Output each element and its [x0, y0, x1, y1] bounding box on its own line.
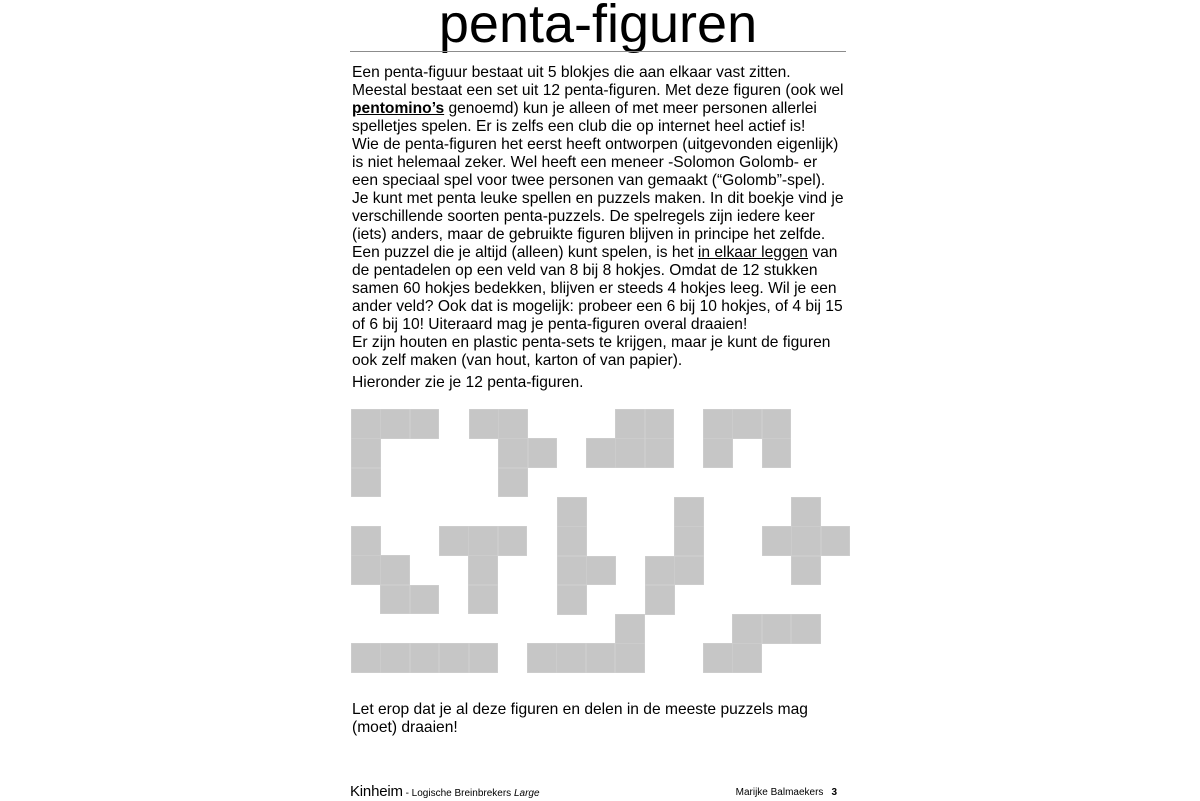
series-name: - Logische Breinbrekers	[402, 788, 514, 799]
pentomino-block	[380, 555, 410, 585]
pentomino-block	[380, 585, 410, 615]
pentomino-block	[410, 643, 440, 673]
pentomino-block	[732, 614, 762, 644]
pentomino-block	[615, 643, 645, 673]
pentomino-block	[557, 526, 587, 556]
pentomino-block	[557, 585, 587, 615]
pentomino-block	[439, 526, 469, 556]
pentomino-block	[410, 409, 440, 439]
pentomino-block	[351, 409, 381, 439]
pentomino-block	[498, 526, 528, 556]
pentomino-block	[791, 556, 821, 586]
pentomino-block	[498, 438, 528, 468]
pentomino-block	[615, 409, 645, 439]
pentomino-block	[439, 643, 469, 673]
paragraph-1-start: Een penta-figuur bestaat uit 5 blokjes die aan elkaar vast zitten. Meestal bestaat een set uit 12 penta-figuren. Met deze figuren (ook wel	[352, 64, 844, 99]
paragraph-4-start: Een puzzel die je altijd (alleen) kunt spelen, is het	[352, 244, 698, 261]
paragraph-2: Wie de penta-figuren het eerst heeft ontworpen (uitgevonden eigenlijk) is niet helemaal zeker. Wel heeft een meneer -Solomon Golomb- er een speciaal spel voor twee personen van gemaakt (“Golomb”-spel).	[352, 136, 839, 189]
pentomino-block	[469, 643, 499, 673]
pentomino-block	[351, 643, 381, 673]
pentomino-block	[645, 585, 675, 615]
pentomino-block	[351, 526, 381, 556]
pentomino-block	[762, 614, 792, 644]
pentomino-block	[674, 526, 704, 556]
pentomino-block	[762, 438, 792, 468]
pentomino-block	[468, 526, 498, 556]
pentomino-block	[586, 438, 616, 468]
pentomino-block	[645, 438, 675, 468]
paragraph-1-end: genoemd) kun je alleen of met meer personen allerlei spelletjes spelen. Er is zelfs een club die op internet heel actief is!	[352, 100, 817, 135]
publisher-name: Kinheim	[350, 783, 403, 800]
pentomino-block	[468, 555, 498, 585]
pentomino-block	[703, 643, 733, 673]
pentomino-term: pentomino’s	[352, 100, 445, 117]
pentomino-block	[703, 409, 733, 439]
pentomino-block	[732, 409, 762, 439]
pentomino-block	[557, 556, 587, 586]
pentomino-block	[469, 409, 499, 439]
pentomino-block	[645, 409, 675, 439]
pentomino-block	[615, 614, 645, 644]
author-name: Marijke Balmaekers	[735, 787, 824, 798]
pentomino-block	[351, 468, 381, 498]
pentomino-block	[703, 438, 733, 468]
pentomino-block	[351, 555, 381, 585]
pentomino-block	[674, 497, 704, 527]
pentomino-block	[557, 497, 587, 527]
pentomino-block	[380, 409, 410, 439]
pieces-intro: Hieronder zie je 12 penta-figuren.	[352, 374, 584, 391]
paragraph-3: Je kunt met penta leuke spellen en puzzels maken. In dit boekje vind je verschillende soorten penta-puzzels. De spelregels zijn iedere keer (iets) anders, maar de gebruikte figuren blijven in principe het zelfde.	[352, 190, 844, 243]
pentomino-block	[791, 526, 821, 556]
pentomino-block	[498, 468, 528, 498]
pentomino-block	[527, 643, 557, 673]
pentomino-block	[791, 614, 821, 644]
pentomino-block	[586, 643, 616, 673]
pentomino-block	[468, 585, 498, 615]
pentomino-block	[732, 643, 762, 673]
page-number: 3	[831, 787, 837, 798]
pentomino-block	[645, 556, 675, 586]
pentomino-block	[791, 497, 821, 527]
pentomino-block	[821, 526, 851, 556]
pentomino-block	[351, 438, 381, 468]
pentomino-block	[556, 643, 586, 673]
pentomino-block	[498, 409, 528, 439]
pentomino-block	[762, 526, 792, 556]
series-size: Large	[513, 788, 540, 799]
closing-note: Let erop dat je al deze figuren en delen in de meeste puzzels mag (moet) draaien!	[352, 701, 808, 736]
pentomino-block	[586, 556, 616, 586]
footer-author	[736, 786, 837, 800]
pentomino-block	[380, 643, 410, 673]
pentomino-block	[615, 438, 645, 468]
paragraph-4-end: van de pentadelen op een veld van 8 bij 8 hokjes. Omdat de 12 stukken samen 60 hokjes bedekken, blijven er steeds 4 hokjes leeg. Wil je een ander veld? Ook dat is mogelijk: probeer een 6 bij 10 hokjes, of 4 bij 15 of 6 bij 10! Uiteraard mag je penta-figuren overal draaien!	[352, 244, 843, 333]
underlined-phrase: in elkaar leggen	[697, 244, 808, 261]
pentomino-block	[762, 409, 792, 439]
page-title: penta-figuren	[438, 0, 758, 54]
footer-brand	[350, 785, 540, 801]
pentomino-block	[410, 585, 440, 615]
pentomino-block	[528, 438, 558, 468]
pentomino-block	[674, 556, 704, 586]
paragraph-5: Er zijn houten en plastic penta-sets te krijgen, maar je kunt de figuren ook zelf maken (van hout, karton of van papier).	[352, 334, 831, 369]
